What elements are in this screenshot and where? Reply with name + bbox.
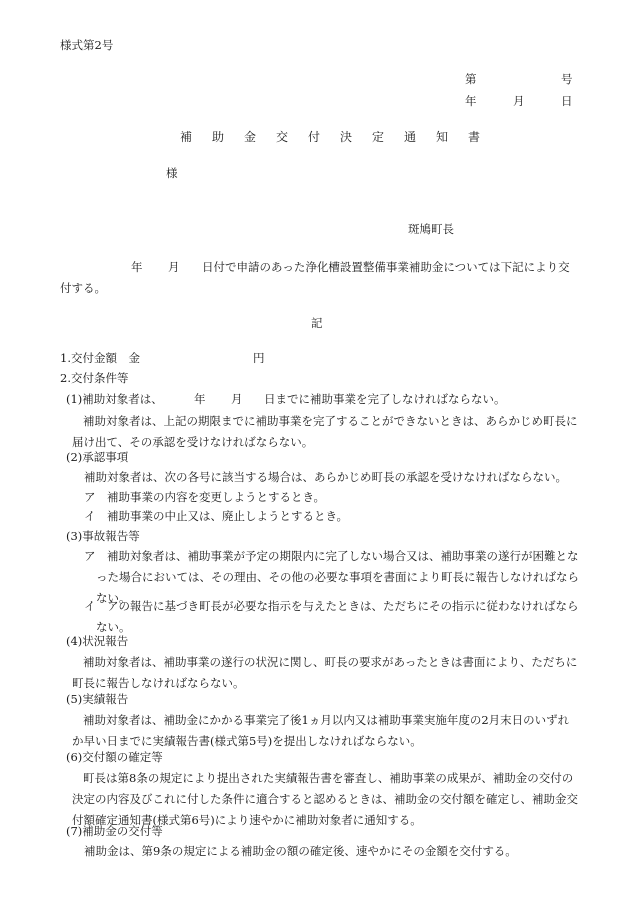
item-2-label: 2.交付条件等 [60, 371, 129, 385]
s6-body: 町長は第8条の規定により提出された実績報告書を審査し、補助事業の成果が、補助金の交付の決定の内容及びこれに付した条件に適合すると認めるときは、補助金の交付額を確定し、補助金交付額確定通知書(様式第6号)により速やかに補助対象者に通知する。 [72, 771, 578, 827]
s3-heading: (3)事故報告等 [66, 529, 140, 543]
intro-month: 月 [168, 260, 180, 274]
s6-heading: (6)交付額の確定等 [66, 750, 163, 764]
date-year: 年 [465, 94, 477, 108]
s3-item-i-mark: イ [84, 599, 96, 613]
s2-body: 補助対象者は、次の各号に該当する場合は、あらかじめ町長の承認を受けなければならない。 [84, 470, 567, 484]
s3-item-a-mark: ア [84, 549, 96, 563]
recipient-suffix: 様 [166, 166, 178, 180]
s1-body: 補助対象者は、上記の期限までに補助事業を完了することができないときは、あらかじめ町長に届け出て、その承認を受けなければならない。 [72, 414, 578, 449]
issuer: 斑鳩町長 [408, 222, 454, 236]
intro-year: 年 [131, 260, 143, 274]
number-prefix: 第 [465, 72, 477, 86]
s2-item-i: イ 補助事業の中止又は、廃止しようとするとき。 [84, 509, 349, 523]
s4-body: 補助対象者は、補助事業の遂行の状況に関し、町長の要求があったときは書面により、ただちに町長に報告しなければならない。 [72, 655, 578, 690]
intro-text: 日付で申請のあった浄化槽設置整備事業補助金については下記により交付する。 [60, 260, 570, 295]
s5-body: 補助対象者は、補助金にかかる事業完了後1ヵ月以内又は補助事業実施年度の2月末日のいずれか早い日までに実績報告書(様式第5号)を提出しなければならない。 [72, 713, 570, 748]
s2-heading: (2)承認事項 [66, 450, 129, 464]
s4-heading: (4)状況報告 [66, 634, 129, 648]
s1-heading-a: (1)補助対象者は、 [66, 392, 163, 406]
s1-heading-year: 年 [194, 392, 206, 406]
s3-item-a-text: 補助対象者は、補助事業が予定の期限内に完了しない場合又は、補助事業の遂行が困難となった場合においては、その理由、その他の必要な事項を書面により町長に報告しなければならない。 [96, 549, 579, 605]
number-suffix: 号 [561, 72, 573, 86]
page-title: 補助金交付決定通知書 [180, 130, 501, 144]
form-label: 様式第2号 [60, 38, 114, 52]
s1-heading-month: 月 [231, 392, 243, 406]
s5-heading: (5)実績報告 [66, 692, 129, 706]
item-1-unit: 円 [253, 351, 265, 365]
s7-body: 補助金は、第9条の規定による補助金の額の確定後、速やかにその金額を交付する。 [84, 844, 517, 858]
s2-item-a: ア 補助事業の内容を変更しようとするとき。 [84, 490, 326, 504]
ki-label: 記 [311, 316, 323, 330]
item-1-label: 1.交付金額 金 [60, 351, 140, 365]
date-month: 月 [513, 94, 525, 108]
s7-heading: (7)補助金の交付等 [66, 824, 163, 838]
s3-item-i-text: アの報告に基づき町長が必要な指示を与えたときは、ただちにその指示に従わなければならない。 [96, 599, 579, 634]
s1-heading-b: 日までに補助事業を完了しなければならない。 [264, 392, 506, 406]
date-day: 日 [561, 94, 573, 108]
